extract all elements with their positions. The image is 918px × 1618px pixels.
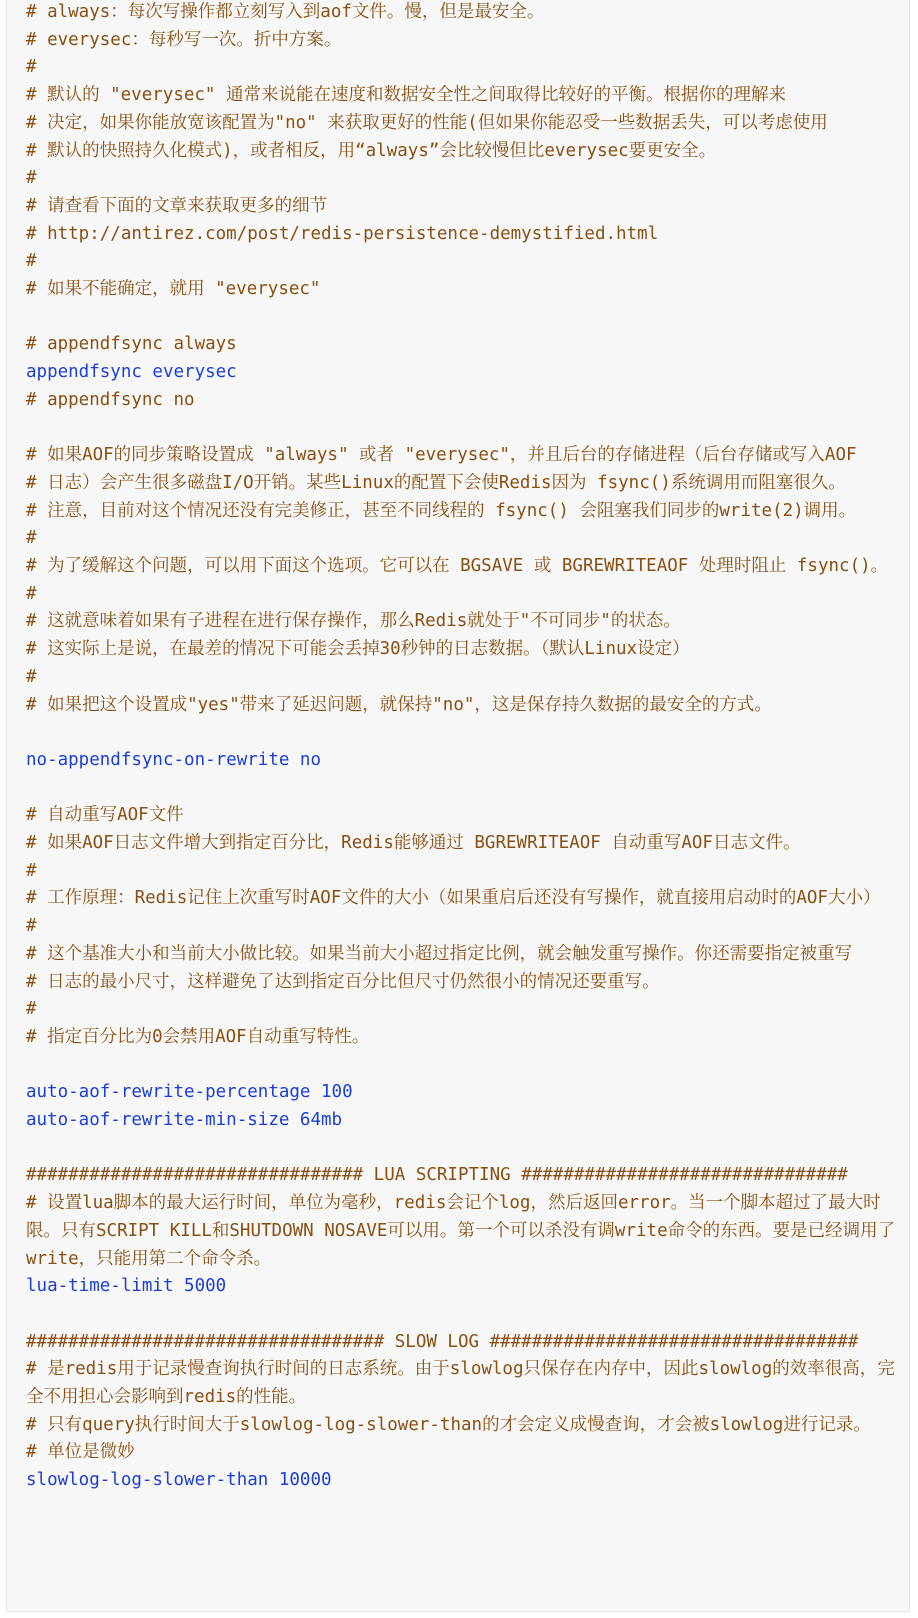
blank-line [26,775,902,803]
comment-line: # appendfsync no [26,389,195,410]
comment-line: # 为了缓解这个问题，可以用下面这个选项。它可以在 BGSAVE 或 BGREWRITEAOF 处理时阻止 fsync()。 [26,556,889,577]
comment-line: # [26,860,37,881]
config-directive-line: no-appendfsync-on-rewrite no [26,749,322,770]
code-lines [26,0,902,1495]
config-directive-line: lua-time-limit 5000 [26,1276,227,1297]
comment-line: # 只有query执行时间大于slowlog-log-slower-than的才会定义成慢查询，才会被slowlog进行记录。 [26,1414,871,1435]
comment-line: # 指定百分比为0会禁用AOF自动重写特性。 [26,1026,370,1047]
comment-line: # [26,168,37,189]
comment-line: # [26,666,37,687]
comment-line: # 单位是微妙 [26,1442,135,1463]
blank-line [26,415,902,443]
comment-line: # 自动重写AOF文件 [26,805,184,826]
comment-line: # everysec：每秒写一次。折中方案。 [26,29,342,50]
blank-line [26,304,902,332]
blank-line [26,1052,902,1080]
config-directive-line: slowlog-log-slower-than 10000 [26,1470,332,1491]
blank-line [26,1301,902,1329]
comment-line: # [26,999,37,1020]
config-directive-line: auto-aof-rewrite-percentage 100 [26,1082,353,1103]
comment-line: # 这就意味着如果有子进程在进行保存操作，那么Redis就处于"不可同步"的状态。 [26,611,681,632]
comment-line: # always：每次写操作都立刻写入到aof文件。慢，但是最安全。 [26,2,545,22]
comment-line: # 工作原理：Redis记住上次重写时AOF文件的大小（如果重启后还没有写操作，就直接用启动时的AOF大小） [26,888,881,909]
comment-line: # 请查看下面的文章来获取更多的细节 [26,195,328,216]
comment-line: # 这实际上是说，在最差的情况下可能会丢掉30秒钟的日志数据。（默认Linux设定） [26,639,690,660]
comment-line: # 日志的最小尺寸，这样避免了达到指定百分比但尺寸仍然很小的情况还要重写。 [26,971,660,992]
code-block [6,0,910,1612]
comment-line: # [26,251,37,272]
comment-line: # 如果AOF的同步策略设置成 "always" 或者 "everysec"，并且后台的存储进程（后台存储或写入AOF [26,445,857,466]
comment-line: # 如果不能确定，就用 "everysec" [26,279,321,300]
comment-line: # http://antirez.com/post/redis-persistence-demystified.html [26,223,659,244]
comment-line: ################################ LUA SCRIPTING ############################### [26,1165,848,1186]
config-directive-line: appendfsync everysec [26,362,237,383]
comment-line: # [26,583,37,604]
comment-line: # 日志）会产生很多磁盘I/O开销。某些Linux的配置下会使Redis因为 fsync()系统调用而阻塞很久。 [26,472,846,493]
comment-line: # 是redis用于记录慢查询执行时间的日志系统。由于slowlog只保存在内存中，因此slowlog的效率很高，完全不用担心会影响到redis的性能。 [26,1359,895,1408]
blank-line [26,1135,902,1163]
blank-line [26,719,902,747]
comment-line: # appendfsync always [26,334,237,355]
config-directive-line: auto-aof-rewrite-min-size 64mb [26,1110,343,1131]
comment-line: # 如果把这个设置成"yes"带来了延迟问题，就保持"no"，这是保存持久数据的最安全的方式。 [26,694,772,715]
comment-line: # 设置lua脚本的最大运行时间，单位为毫秒，redis会记个log，然后返回error。当一个脚本超过了最大时限。只有SCRIPT KILL和SHUTDOWN NOSAVE可以用。第一个可以杀没有调write命令的东西。要是已经调用了write，只能用第二个命令杀。 [26,1193,896,1269]
comment-line: # 默认的 "everysec" 通常来说能在速度和数据安全性之间取得比较好的平衡。根据你的理解来 [26,85,786,106]
comment-line: ################################## SLOW LOG ################################### [26,1331,859,1352]
comment-line: # 这个基准大小和当前大小做比较。如果当前大小超过指定比例，就会触发重写操作。你还需要指定被重写 [26,943,853,964]
comment-line: # [26,57,37,78]
comment-line: # 决定，如果你能放宽该配置为"no" 来获取更好的性能(但如果你能忍受一些数据丢失，可以考虑使用 [26,112,828,133]
comment-line: # 如果AOF日志文件增大到指定百分比，Redis能够通过 BGREWRITEAOF 自动重写AOF日志文件。 [26,833,801,854]
comment-line: # [26,916,37,937]
comment-line: # [26,528,37,549]
comment-line: # 默认的快照持久化模式)，或者相反，用“always”会比较慢但比everysec要更安全。 [26,140,717,161]
comment-line: # 注意，目前对这个情况还没有完美修正，甚至不同线程的 fsync() 会阻塞我们同步的write(2)调用。 [26,500,857,521]
